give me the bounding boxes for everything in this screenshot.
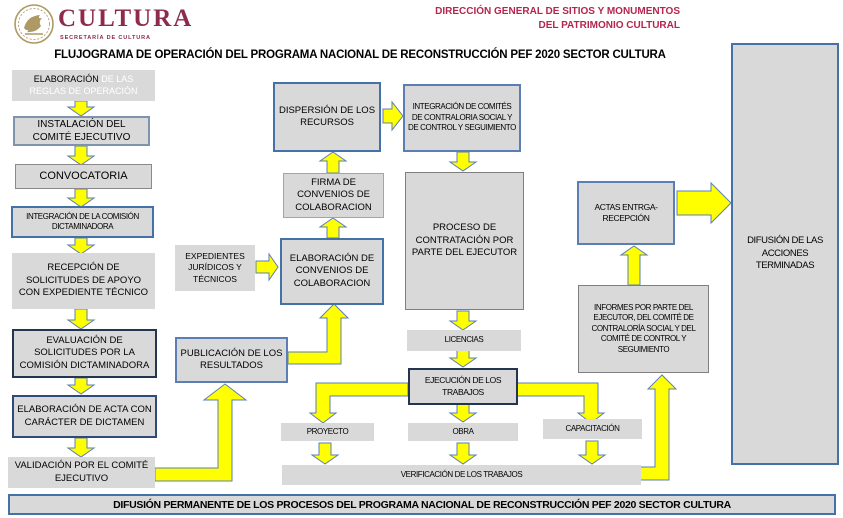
node-elaboracion-convenios: ELABORACIÓN DE CONVENIOS DE COLABORACION [280, 238, 384, 305]
arrow-down [68, 438, 94, 457]
node-label: ELABORACIÓN DE LAS REGLAS DE OPERACIÓN [29, 73, 138, 96]
arrow-down [312, 443, 338, 464]
arrow-down [450, 349, 476, 367]
node-acta-dictamen: ELABORACIÓN DE ACTA CON CARÁCTER DE DICTAMEN [12, 395, 157, 438]
node-dispersion-recursos: DISPERSIÓN DE LOS RECURSOS [273, 82, 381, 152]
node-comision-dictaminadora: INTEGRACIÓN DE LA COMISIÓN DICTAMINADORA [11, 206, 154, 238]
node-publicacion-resultados: PUBLICACIÓN DE LOS RESULTADOS [175, 337, 288, 383]
node-ejecucion-trabajos: EJECUCIÓN DE LOS TRABAJOS [408, 368, 518, 405]
arrow-right [256, 254, 278, 280]
arrow-elbow-publicacion-convenios [288, 304, 348, 364]
arrow-down [450, 443, 476, 464]
arrow-down [68, 238, 94, 254]
arrow-down [68, 101, 94, 116]
node-reglas-operacion [12, 70, 155, 101]
arrow-down [450, 404, 476, 422]
arrow-elbow-ejecucion-proyecto [310, 383, 408, 423]
arrow-right [383, 102, 403, 130]
arrow-elbow-validacion-publicacion [155, 384, 246, 481]
arrow-up [320, 152, 346, 173]
footer-difusion-permanente: DIFUSIÓN PERMANENTE DE LOS PROCESOS DEL PROGRAMA NACIONAL DE RECONSTRUCCIÓN PEF 2020 SECTOR CULTURA [8, 494, 836, 515]
arrow-right-large [677, 183, 731, 223]
node-capacitacion: CAPACITACIÓN [543, 419, 642, 439]
node-difusion-acciones: DIFUSIÓN DE LAS ACCIONES TERMINADAS [731, 43, 839, 465]
node-expedientes: EXPEDIENTES JURÍDICOS Y TÉCNICOS [175, 245, 255, 291]
node-instalacion-comite: INSTALACIÓN DEL COMITÉ EJECUTIVO [13, 116, 150, 146]
node-informes: INFORMES POR PARTE DEL EJECUTOR, DEL COMITÉ DE CONTRALORÍA SOCIAL Y DEL COMITÉ DE CONTROL Y SEGUIMIENTO [578, 285, 709, 373]
arrow-up [621, 246, 647, 285]
secretaria-subtitle: SECRETARÍA DE CULTURA [60, 35, 151, 41]
node-firma-convenios: FIRMA DE CONVENIOS DE COLABORACION [283, 173, 384, 218]
node-licencias: LICENCIAS [407, 330, 521, 351]
node-proceso-contratacion: PROCESO DE CONTRATACIÓN POR PARTE DEL EJECUTOR [405, 172, 524, 310]
arrow-down [450, 152, 476, 171]
arrow-down [68, 309, 94, 329]
node-integracion-comites: INTEGRACIÓN DE COMITÉS DE CONTRALORIA SOCIAL Y DE CONTROL Y SEGUIMIENTO [403, 84, 521, 152]
arrow-down [450, 311, 476, 330]
node-convocatoria: CONVOCATORIA [15, 164, 152, 189]
node-recepcion-solicitudes: RECEPCIÓN DE SOLICITUDES DE APOYO CON EXPEDIENTE TÉCNICO [12, 253, 155, 309]
node-obra: OBRA [408, 423, 518, 441]
node-actas-entrega-recepcion: ACTAS ENTRGA- RECEPCIÓN [577, 181, 675, 245]
department-line2: DEL PATRIMONIO CULTURAL [538, 20, 680, 31]
node-proyecto: PROYECTO [281, 423, 374, 441]
diagram-title: FLUJOGRAMA DE OPERACIÓN DEL PROGRAMA NACIONAL DE RECONSTRUCCIÓN PEF 2020 SECTOR CULTURA [54, 49, 666, 61]
arrow-up [320, 218, 346, 238]
arrow-down [68, 189, 94, 207]
arrow-down [579, 441, 605, 464]
arrow-down [68, 378, 94, 394]
node-verificacion-trabajos: VERIFICACIÓN DE LOS TRABAJOS [282, 465, 641, 485]
cultura-wordmark: CULTURA [58, 5, 194, 32]
department-line1: DIRECCIÓN GENERAL DE SITIOS Y MONUMENTOS [435, 6, 680, 17]
arrow-elbow-verificacion-informes [640, 375, 676, 480]
node-evaluacion-solicitudes: EVALUACIÓN DE SOLICITUDES POR LA COMISIÓN DICTAMINADORA [12, 329, 157, 378]
node-validacion-comite: VALIDACIÓN POR EL COMITÉ EJECUTIVO [8, 457, 155, 488]
arrow-down [68, 146, 94, 165]
arrow-elbow-ejecucion-capacitacion [517, 383, 604, 423]
